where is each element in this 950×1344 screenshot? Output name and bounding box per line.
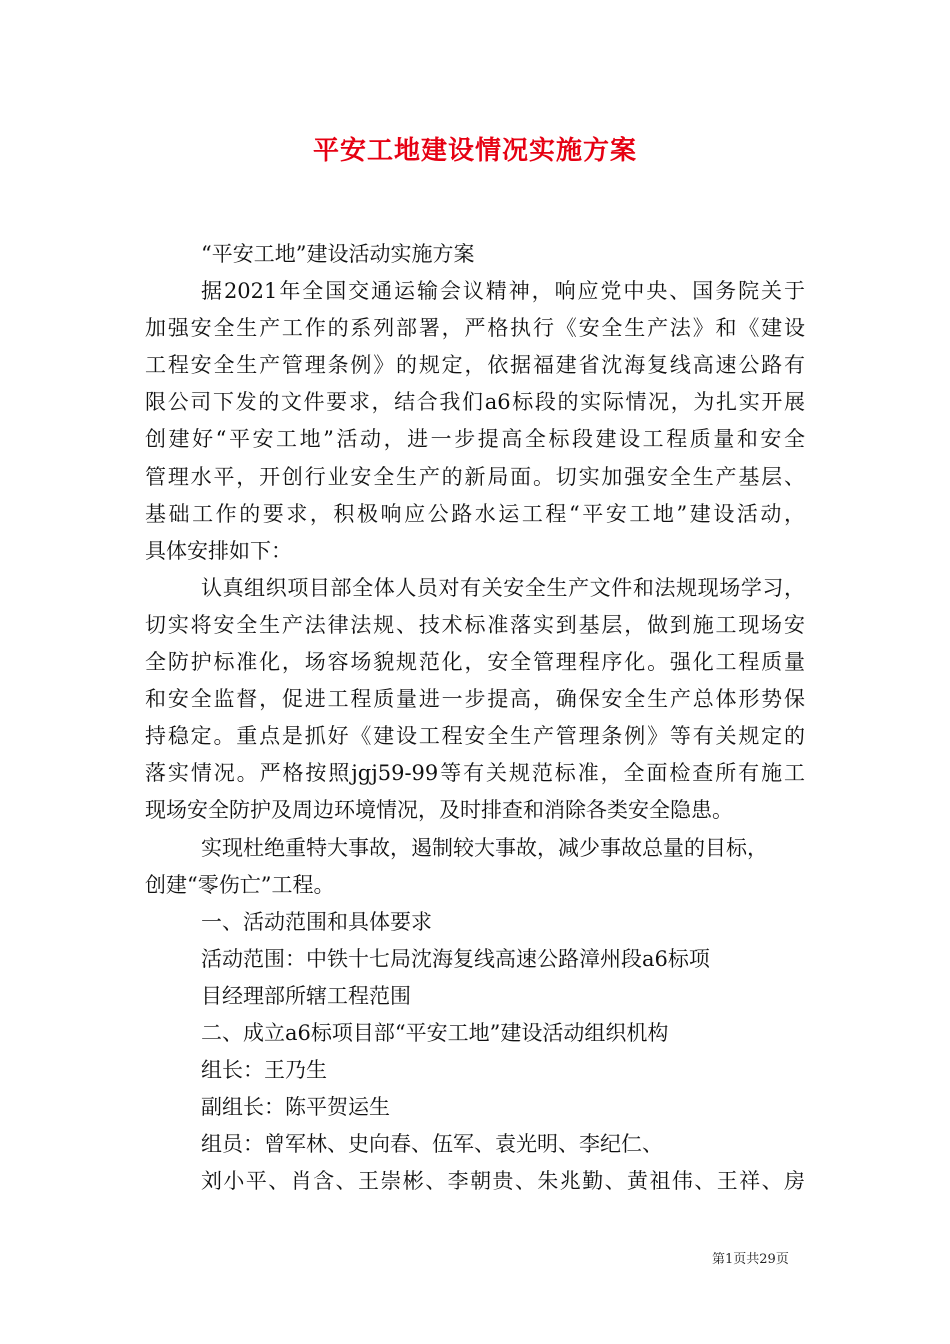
text-line: 创建好“平安工地”活动，进一步提高全标段建设工程质量和安全	[145, 427, 805, 452]
text-line: 全防护标准化，场容场貌规范化，安全管理程序化。强化工程质量	[145, 650, 805, 675]
text-line: “平安工地”建设活动实施方案	[201, 242, 475, 266]
text-line: 一、活动范围和具体要求	[201, 909, 432, 934]
text-line: 持稳定。重点是抓好《建设工程安全生产管理条例》等有关规定的	[145, 724, 805, 749]
text-line: 组员：曾军林、史向春、伍军、袁光明、李纪仁、	[201, 1132, 663, 1157]
text-line: 组长：王乃生	[201, 1058, 327, 1083]
document-body	[145, 236, 805, 1200]
text-line: 实现杜绝重特大事故，遏制较大事故，减少事故总量的目标，	[201, 835, 768, 860]
document-title: 平安工地建设情况实施方案	[312, 136, 637, 166]
text-line: 落实情况。严格按照jgj59-99等有关规范标准，全面检查所有施工	[145, 761, 805, 786]
text-line: 和安全监督，促进工程质量进一步提高，确保安全生产总体形势保	[145, 687, 805, 712]
text-line: 加强安全生产工作的系列部署，严格执行《安全生产法》和《建设	[145, 316, 805, 341]
text-line: 目经理部所辖工程范围	[201, 983, 411, 1008]
text-line: 活动范围：中铁十七局沈海复线高速公路漳州段a6标项	[201, 946, 710, 971]
text-line: 基础工作的要求，积极响应公路水运工程“平安工地”建设活动，	[145, 501, 805, 526]
text-line: 据2021年全国交通运输会议精神，响应党中央、国务院关于	[201, 279, 805, 304]
page-number: 第1页共29页	[712, 1252, 789, 1267]
text-line: 现场安全防护及周边环境情况，及时排查和消除各类安全隐患。	[145, 798, 733, 823]
text-line: 刘小平、肖含、王崇彬、李朝贵、朱兆勤、黄祖伟、王祥、房	[201, 1169, 805, 1194]
text-line: 管理水平，开创行业安全生产的新局面。切实加强安全生产基层、	[145, 464, 805, 489]
text-line: 二、成立a6标项目部“平安工地”建设活动组织机构	[201, 1020, 669, 1045]
text-line: 副组长：陈平贺运生	[201, 1095, 390, 1120]
text-line: 工程安全生产管理条例》的规定，依据福建省沈海复线高速公路有	[145, 353, 805, 378]
text-line: 创建“零伤亡”工程。	[145, 872, 335, 897]
text-line: 认真组织项目部全体人员对有关安全生产文件和法规现场学习，	[201, 575, 805, 600]
text-line: 具体安排如下：	[145, 538, 292, 563]
text-line: 切实将安全生产法律法规、技术标准落实到基层，做到施工现场安	[145, 612, 805, 637]
text-line: 限公司下发的文件要求，结合我们a6标段的实际情况，为扎实开展	[145, 390, 805, 415]
